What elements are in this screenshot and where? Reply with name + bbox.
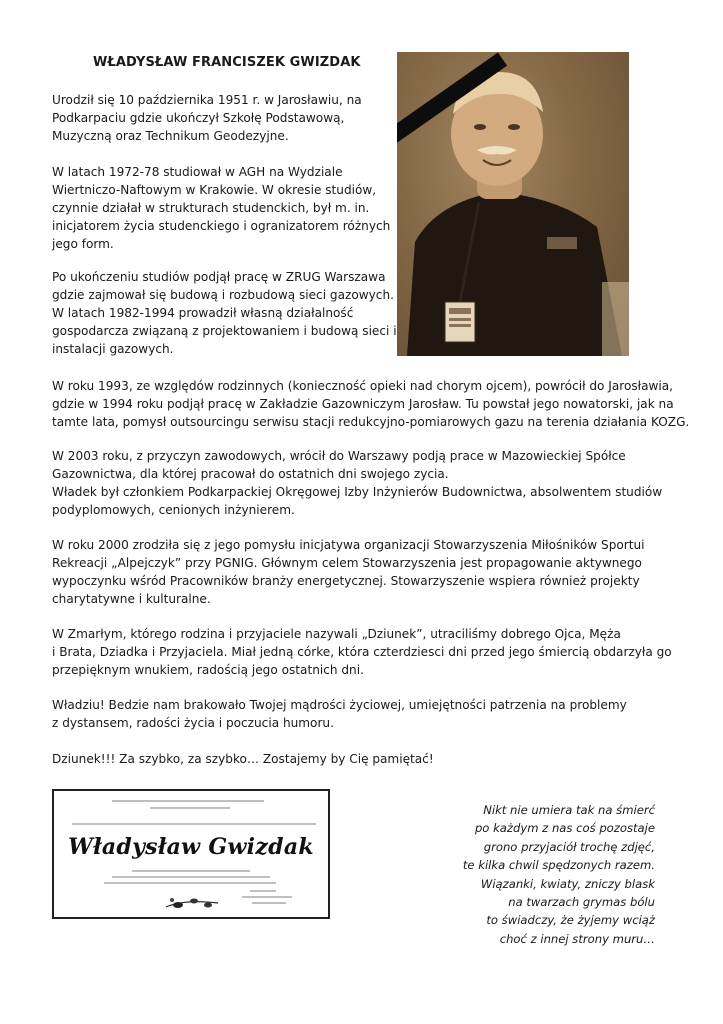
text-line: instalacji gazowych.: [52, 342, 174, 356]
text-line: Podkarpaciu gdzie ukończył Szkołę Podstawową,: [52, 111, 345, 125]
portrait-photo: [397, 52, 629, 356]
poem-line: Wiązanki, kwiaty, zniczy blask: [480, 876, 655, 891]
text-line: jego form.: [52, 237, 114, 251]
text-line: Wiertniczo-Naftowym w Krakowie. W okresie studiów,: [52, 183, 377, 197]
obituary-card: [52, 789, 330, 919]
text-line: Gazownictwa, dla której pracował do ostatnich dni swojego zycia.: [52, 467, 449, 481]
page-title: WŁADYSŁAW FRANCISZEK GWIZDAK: [93, 55, 361, 70]
bio-paragraph-farewell: [52, 696, 627, 732]
text-line: charytatywne i kulturalne.: [52, 592, 211, 606]
memorial-poem: [463, 801, 655, 948]
poem-line: choć z innej strony muru…: [499, 931, 655, 946]
bio-paragraph-birth: [52, 91, 362, 145]
text-line: Dziunek!!! Za szybko, za szybko… Zostajemy by Cię pamiętać!: [52, 752, 434, 766]
bio-paragraph-career: [52, 268, 397, 358]
bio-paragraph-warszawa: [52, 447, 662, 519]
text-line: W latach 1982-1994 prowadził własną działalność: [52, 306, 354, 320]
poem-line: grono przyjaciół trochę zdjęć,: [483, 839, 655, 854]
poem-line: po każdym z nas coś pozostaje: [474, 821, 655, 836]
text-line: przepięknym wnukiem, radością jego ostatnich dni.: [52, 663, 364, 677]
text-line: gospodarcza związaną z projektowaniem i budową sieci i: [52, 324, 397, 338]
text-line: inicjatorem życia studenckiego i ogranizatorem różnych: [52, 219, 391, 233]
text-line: Muzyczną oraz Technikum Geodezyjne.: [52, 129, 289, 143]
bio-paragraph-studies: [52, 163, 390, 253]
text-line: gdzie w 1994 roku podjął pracę w Zakładzie Gazowniczym Jarosław. Tu powstał jego nowatorski, jak na: [52, 397, 674, 411]
poem-line: te kilka chwil spędzonych razem.: [462, 858, 655, 873]
poem-line: na twarzach grymas bólu: [508, 895, 655, 910]
bio-paragraph-alpejczyk: [52, 536, 645, 608]
flower-sprig-icon: [164, 893, 220, 913]
card-name: Władysław Gwizdak: [68, 834, 314, 860]
text-line: W Zmarłym, którego rodzina i przyjaciele nazywali „Dziunek”, utraciliśmy dobrego Ojca, Męża: [52, 627, 621, 641]
text-line: i Brata, Dziadka i Przyjaciela. Miał jedną córke, która czterdziesci dni przed jego śmiercią obdarzyła go: [52, 645, 672, 659]
text-line: W roku 1993, ze względów rodzinnych (konieczność opieki nad chorym ojcem), powrócił do Jarosławia,: [52, 379, 674, 393]
text-line: W 2003 roku, z przyczyn zawodowych, wrócił do Warszawy podją prace w Mazowieckiej Spółce: [52, 449, 626, 463]
text-line: W roku 2000 zrodziła się z jego pomysłu inicjatywa organizacji Stowarzyszenia Miłośników Sportui: [52, 538, 645, 552]
text-line: podyplomowych, cenionych inżynierem.: [52, 503, 295, 517]
text-line: W latach 1972-78 studiował w AGH na Wydziale: [52, 165, 343, 179]
text-line: czynnie działał w strukturach studenckich, był m. in.: [52, 201, 370, 215]
text-line: tamte lata, pomysł outsourcingu serwisu stacji redukcyjno-pomiarowych gazu na terenia działania KOZG.: [52, 415, 690, 429]
text-line: wypoczynku wśród Pracowników branży energetycznej. Stowarzyszenie wspiera również projekty: [52, 574, 640, 588]
poem-line: to świadczy, że żyjemy wciąż: [486, 913, 655, 928]
poem-line: Nikt nie umiera tak na śmierć: [483, 803, 655, 817]
text-line: Rekreacji „Alpejczyk” przy PGNIG. Głównym celem Stowarzyszenia jest propagowanie aktywnego: [52, 556, 642, 570]
text-line: Po ukończeniu studiów podjął pracę w ZRUG Warszawa: [52, 270, 386, 284]
text-line: Władziu! Bedzie nam brakowało Twojej mądrości życiowej, umiejętności patrzenia na problemy: [52, 698, 627, 712]
text-line: Władek był członkiem Podkarpackiej Okręgowej Izby Inżynierów Budownictwa, absolwentem studiów: [52, 485, 663, 499]
bio-paragraph-jaroslaw: [52, 377, 689, 431]
bio-paragraph-family: [52, 625, 672, 679]
text-line: Urodził się 10 października 1951 r. w Jarosławiu, na: [52, 93, 362, 107]
text-line: gdzie zajmował się budową i rozbudową sieci gazowych.: [52, 288, 394, 302]
text-line: z dystansem, radości życia i poczucia humoru.: [52, 716, 334, 730]
bio-paragraph-closing: [52, 750, 434, 768]
